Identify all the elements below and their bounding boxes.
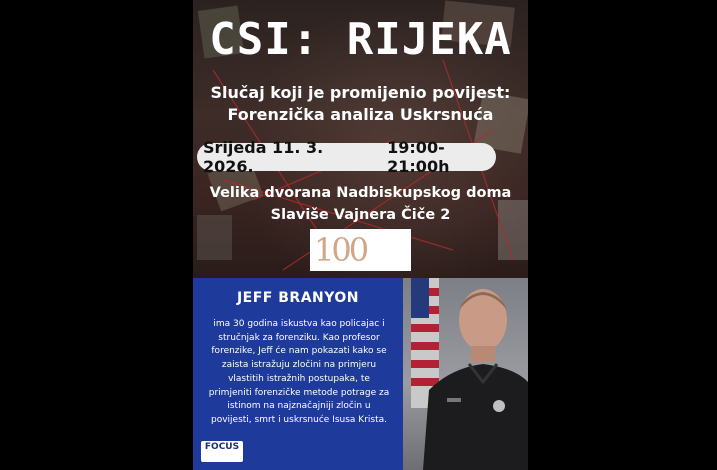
subtitle-line-1: Slučaj koji je promijenio povijest:	[210, 83, 511, 102]
focus-logo	[201, 441, 243, 462]
event-date: Srijeda 11. 3. 2026.	[203, 138, 324, 176]
bio-line: povijesti, smrt i uskrsnuće Isusa Krista.	[211, 414, 387, 425]
bio-line: forenzike, Jeff će nam pokazati kako se	[211, 346, 387, 357]
bio-line: stručnjak za forenziku. Kao profesor	[218, 332, 380, 343]
crime-board-background	[193, 0, 528, 278]
speaker-photo	[403, 278, 528, 470]
speaker-panel	[193, 278, 403, 470]
officer-portrait-graphic	[403, 278, 528, 470]
bio-line: vlastitih istražnih postupaka, te	[228, 373, 370, 384]
event-subtitle	[193, 82, 528, 126]
bio-line: primjeniti forenzičke metode potrage za	[208, 387, 390, 398]
speaker-bio	[203, 318, 395, 428]
subtitle-line-2: Forenzička analiza Uskrsnuća	[227, 105, 494, 124]
event-title: CSI: RIJEKA	[209, 14, 512, 65]
focus-logo-text: FOCUS	[204, 442, 240, 452]
anniversary-logo	[310, 229, 411, 271]
venue-line-2: Slaviše Vajnera Čiče 2	[270, 207, 451, 223]
anniversary-number: 100	[314, 231, 367, 269]
bio-line: ima 30 godina iskustva kao policajac i	[213, 319, 385, 329]
venue-line-1: Velika dvorana Nadbiskupskog doma	[209, 185, 512, 201]
event-venue	[193, 182, 528, 226]
bio-line: zaista istražuju zločini na primjeru	[221, 360, 377, 371]
speaker-name: JEFF BRANYON	[236, 290, 360, 306]
event-time: 19:00-21:00h	[387, 138, 450, 176]
bio-line: istinom na najznačajniji zločin u	[227, 401, 371, 412]
date-time-pill	[197, 138, 496, 176]
event-poster	[193, 0, 528, 470]
